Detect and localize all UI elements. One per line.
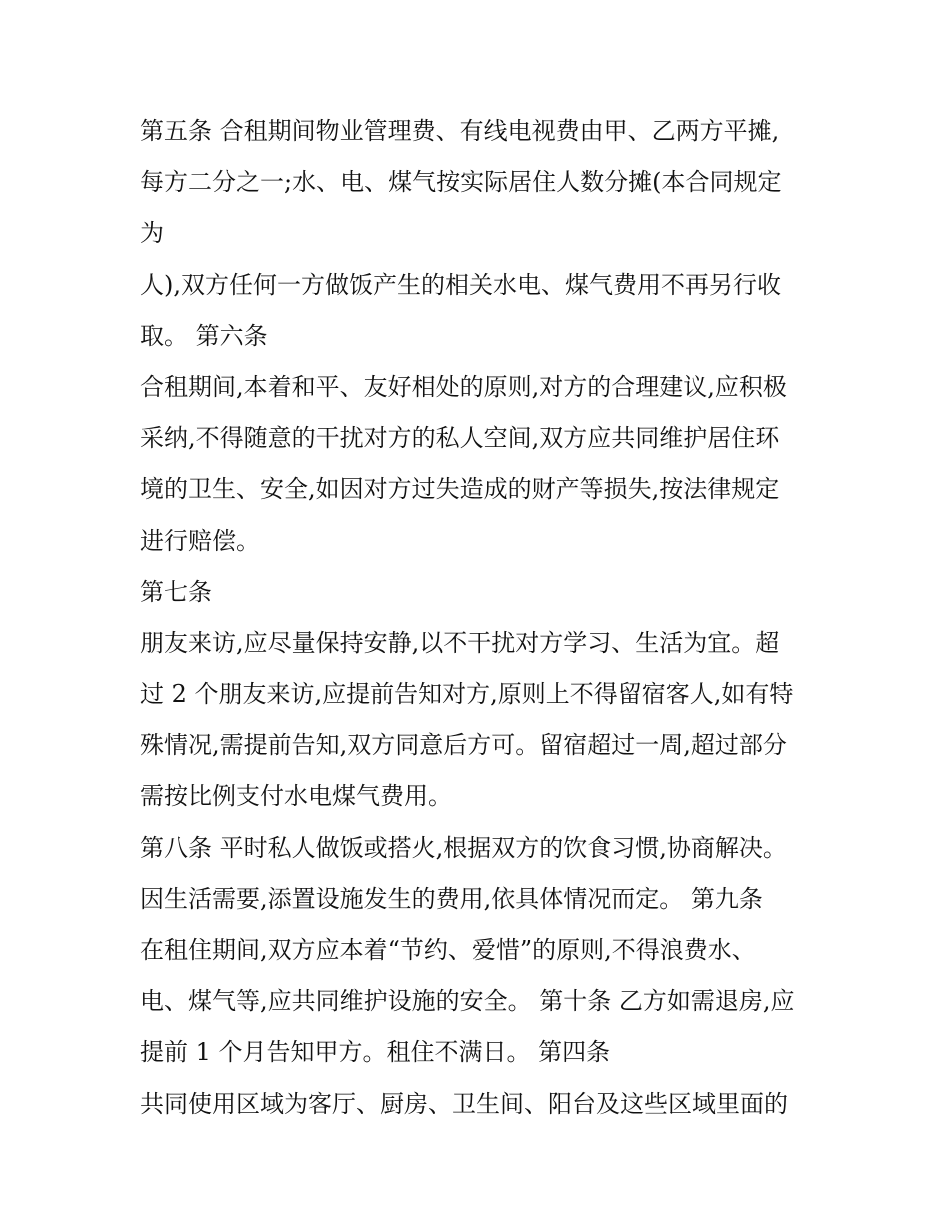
text-line: 过 2 个朋友来访,应提前告知对方,原则上不得留宿客人,如有特 bbox=[140, 680, 794, 709]
text-line: 第七条 bbox=[140, 577, 212, 606]
text-line: 因生活需要,添置设施发生的费用,依具体情况而定。 第九条 bbox=[140, 884, 763, 913]
text-line: 进行赔偿。 bbox=[140, 526, 260, 555]
text-line: 人),双方任何一方做饭产生的相关水电、煤气费用不再另行收 bbox=[140, 270, 781, 299]
text-line: 第五条 合租期间物业管理费、有线电视费由甲、乙两方平摊, bbox=[140, 117, 780, 145]
text-line: 境的卫生、安全,如因对方过失造成的财产等损失,按法律规定 bbox=[140, 475, 780, 504]
text-line: 殊情况,需提前告知,双方同意后方可。留宿超过一周,超过部分 bbox=[140, 731, 787, 760]
text-line: 在租住期间,双方应本着“节约、爱惜”的原则,不得浪费水、 bbox=[140, 936, 756, 964]
text-line: 每方二分之一;水、电、煤气按实际居住人数分摊(本合同规定 bbox=[140, 168, 782, 197]
text-line: 为 bbox=[140, 219, 164, 248]
document-body bbox=[140, 106, 830, 1130]
text-line: 采纳,不得随意的干扰对方的私人空间,双方应共同维护居住环 bbox=[140, 424, 780, 453]
text-line: 取。 第六条 bbox=[140, 321, 268, 350]
text-line: 朋友来访,应尽量保持安静,以不干扰对方学习、生活为宜。超 bbox=[140, 628, 780, 657]
text-line: 合租期间,本着和平、友好相处的原则,对方的合理建议,应积极 bbox=[140, 372, 787, 401]
text-line: 提前 1 个月告知甲方。租住不满日。 第四条 bbox=[140, 1038, 611, 1067]
text-line: 共同使用区域为客厅、厨房、卫生间、阳台及这些区域里面的 bbox=[140, 1089, 788, 1118]
text-line: 第八条 平时私人做饭或搭火,根据双方的饮食习惯,协商解决。 bbox=[140, 833, 787, 862]
text-line: 需按比例支付水电煤气费用。 bbox=[140, 782, 452, 811]
text-line: 电、煤气等,应共同维护设施的安全。 第十条 乙方如需退房,应 bbox=[140, 987, 795, 1016]
